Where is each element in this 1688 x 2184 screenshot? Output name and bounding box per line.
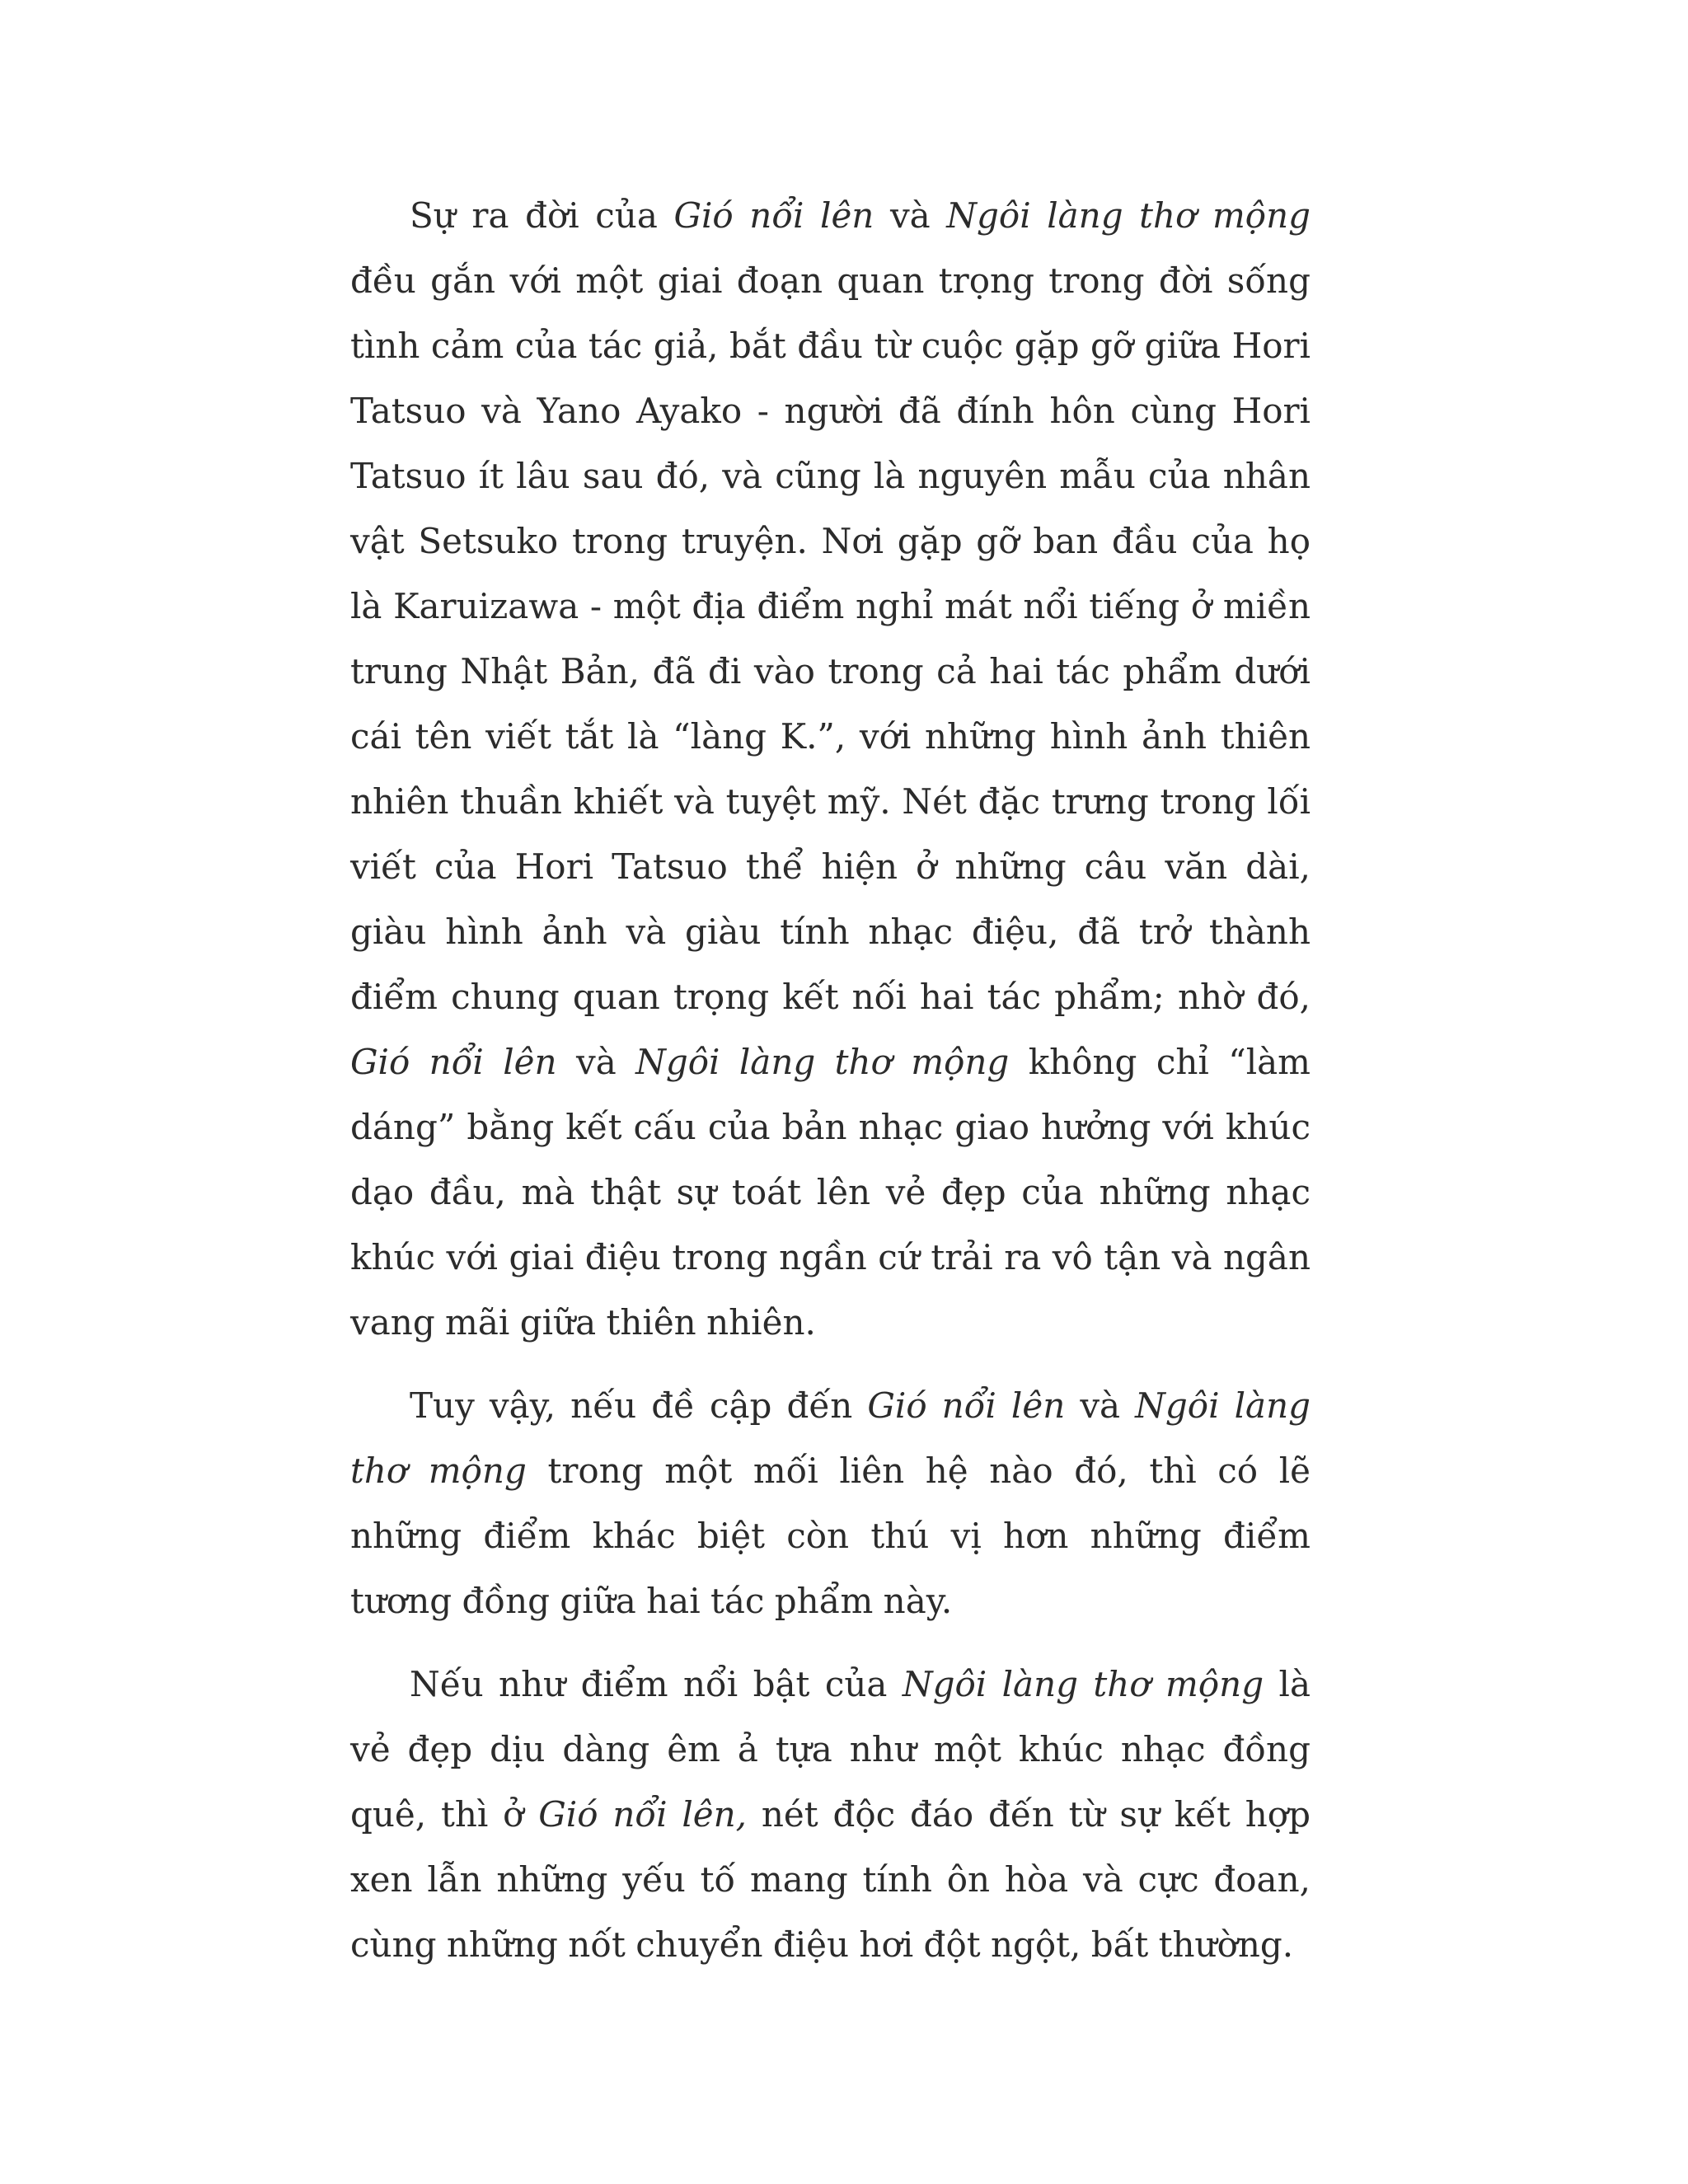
text-span: nét độc đáo đến từ sự kết hợp xen lẫn những yếu tố mang tính ôn hòa và cực đoan, cùng những nốt chuyển điệu hơi đột ngột, bất thường. bbox=[350, 1794, 1311, 1965]
text-span: và bbox=[874, 195, 947, 236]
paragraph-3 bbox=[350, 1652, 1311, 1977]
text-span: là vẻ đẹp dịu dàng êm ả tựa như một khúc nhạc đồng quê, thì ở bbox=[350, 1664, 1311, 1835]
italic-title: Ngôi làng thơ mộng bbox=[350, 1385, 1311, 1491]
italic-title: Gió nổi lên, bbox=[538, 1794, 748, 1835]
body-text bbox=[350, 183, 1311, 1995]
text-span: Sự ra đời của bbox=[410, 195, 674, 236]
italic-title: Ngôi làng thơ mộng bbox=[946, 195, 1311, 236]
text-span: Nếu như điểm nổi bật của bbox=[410, 1664, 903, 1704]
paragraph-2 bbox=[350, 1373, 1311, 1633]
italic-title: Gió nổi lên bbox=[673, 195, 874, 236]
text-span: đều gắn với một giai đoạn quan trọng trong đời sống tình cảm của tác giả, bắt đầu từ cuộc gặp gỡ giữa Hori Tatsuo và Yano Ayako - người đã đính hôn cùng Hori Tatsuo ít lâu sau đó, và cũng là nguyên mẫu của nhân vật Setsuko trong truyện. Nơi gặp gỡ ban đầu của họ là Karuizawa - một địa điểm nghỉ mát nổi tiếng ở miền trung Nhật Bản, đã đi vào trong cả hai tác phẩm dưới cái tên viết tắt là “làng K.”, với những hình ảnh thiên nhiên thuần khiết và tuyệt mỹ. Nét đặc trưng trong lối viết của Hori Tatsuo thể hiện ở những câu văn dài, giàu hình ảnh và giàu tính nhạc điệu, đã trở thành điểm chung quan trọng kết nối hai tác phẩm; nhờ đó, bbox=[350, 260, 1311, 1017]
italic-title: Ngôi làng thơ mộng bbox=[635, 1042, 1010, 1082]
italic-title: Gió nổi lên bbox=[867, 1385, 1066, 1426]
text-span: không chỉ “làm dáng” bằng kết cấu của bản nhạc giao hưởng với khúc dạo đầu, mà thật sự toát lên vẻ đẹp của những nhạc khúc với giai điệu trong ngần cứ trải ra vô tận và ngân vang mãi giữa thiên nhiên. bbox=[350, 1042, 1311, 1343]
text-span: Tuy vậy, nếu đề cập đến bbox=[410, 1385, 868, 1426]
text-span: và bbox=[556, 1042, 636, 1082]
italic-title: Gió nổi lên bbox=[350, 1042, 557, 1082]
text-span: trong một mối liên hệ nào đó, thì có lẽ những điểm khác biệt còn thú vị hơn những điểm tương đồng giữa hai tác phẩm này. bbox=[350, 1451, 1311, 1621]
text-span: và bbox=[1065, 1385, 1136, 1426]
italic-title: Ngôi làng thơ mộng bbox=[902, 1664, 1264, 1704]
paragraph-1 bbox=[350, 183, 1311, 1355]
